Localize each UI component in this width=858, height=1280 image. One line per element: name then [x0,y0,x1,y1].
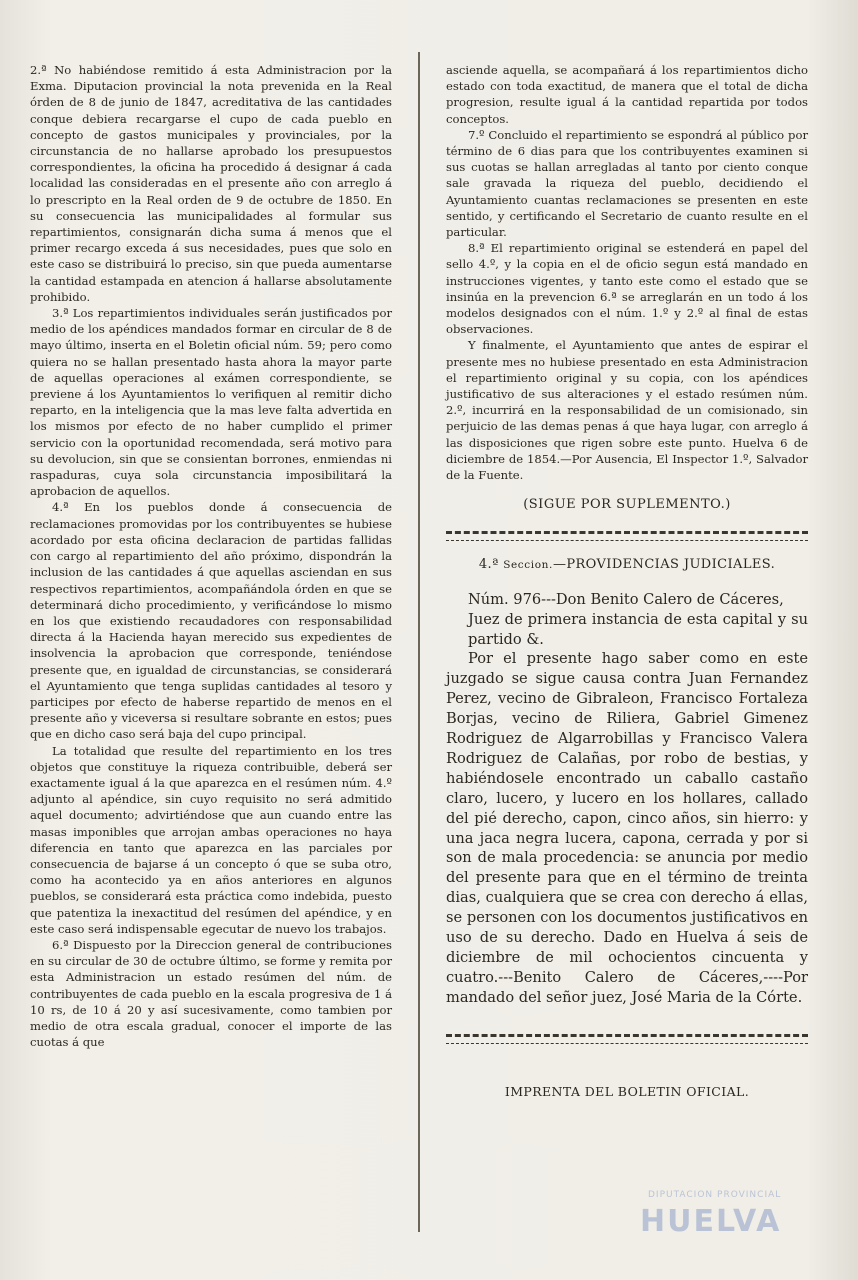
notice-heading-rest: Juez de primera instancia de esta capital y su partido &. [468,610,808,648]
notice-heading-first: Núm. 976---Don Benito Calero de Cáceres, [468,590,784,608]
paragraph-3: 3.ª Los repartimientos individuales serán justificados por medio de los apéndices mandados formar en circular de 8 de mayo último, inserta en el Boletin oficial núm. 59; pero como quiera no se hallan presentado hasta ahora la mayor parte de aquellas operaciones al exámen correspondiente, se previene á los Ayuntamientos lo verifiquen al remitir dicho reparto, en la inteligencia que la mas leve falta advertida en los mismos por efecto de no haber cumplido el primer servicio con la oportunidad recomendada, será motivo para su devolucion, sin que se consientan borrones, enmiendas ni raspaduras, cuya sola circunstancia imposibilitará la aprobacion de aquellos. [30,306,392,499]
watermark-subtitle: DIPUTACION PROVINCIAL [648,1190,782,1200]
section-label: Seccion. [503,559,553,572]
paragraph-2: 2.ª No habiéndose remitido á esta Administracion por la Exma. Diputacion provincial la nota prevenida en la Real órden de 8 de junio de 1847, acreditativa de las cantidades conque debiera recargarse el cupo de cada pueblo en concepto de gastos municipales y provinciales, por la circunstancia de no hallarse aprobado los presupuestos correspondientes, la oficina ha procedido á designar á cada localidad las consideradas en el presente año con arreglo á lo prescripto en la Real orden de 9 de octubre de 1850. En su consecuencia las municipalidades al formular sus repartimientos, consignarán dicha suma á menos que el primer recargo exceda á sus necesidades, pues que solo en este caso se distribuirá lo preciso, sin que pueda aumentarse la cantidad estampada en atencion á hallarse absolutamente prohibido. [30,63,392,304]
section-separator [446,531,808,541]
right-column [446,62,808,1100]
column-divider [418,52,420,1232]
paragraph-totalidad: La totalidad que resulte del repartimiento en los tres objetos que constituye la riqueza contribuible, deberá ser exactamente igual á la que aparezca en el resúmen núm. 4.º adjunto al apéndice, sin cuyo requisito no será admitido aquel documento; advirtiéndose que aun cuando entre las masas imponibles que arrojan ambas operaciones no haya diferencia en tanto que aparezca en las parciales por consecuencia de bajarse á un concepto ó que se suba otro, como ha acontecido ya en años anteriores en algunos pueblos, se considerará esta práctica como indebida, puesto que patentiza la inexactitud del resúmen del apéndice, y en este caso será indispensable egecutar de nuevo los trabajos. [30,743,392,936]
sigue-suplemento: (SIGUE POR SUPLEMENTO.) [523,497,731,513]
section-dash: — [552,557,567,573]
paragraph-4: 4.ª En los pueblos donde á consecuencia de reclamaciones promovidas por los contribuyentes se hubiese acordado por esta oficina declaracion de partidas fallidas con cargo al repartimiento del año próximo, dispondrán la inclusion de las cantidades á que aquellas asciendan en sus respectivos repartimientos, acompañándola órden en que se determinará dicho procedimiento, y verificándose lo mismo en los que existiendo recaudadores con responsabilidad directa á la Hacienda hayan merecido sus expedientes de insolvencia la aprobacion que corresponde, teniéndose presente que, en igualdad de circunstancias, se considerará el Ayuntamiento que tenga suplidas cantidades al tesoro y participes por efecto de haberse repartido de menos en el presente año y viceversa si resultare sobrante en estos; pues que en dicho caso será baja del cupo principal. [30,500,392,742]
left-column [30,62,392,1050]
judicial-notice [446,590,808,1008]
paragraph-7: 7.º Concluido el repartimiento se espondrá al público por término de 6 dias para que los contribuyentes examinen si sus cuotas se hallan arregladas al tanto por ciento conque sale gravada la riqueza del pueblo, decidiendo el Ayuntamiento cuantas reclamaciones se presenten en este sentido, y certificando el Secretario de cuanto resulte en el particular. [446,127,808,240]
section-heading [446,557,808,573]
paragraph-finalmente: Y finalmente, el Ayuntamiento que antes de espirar el presente mes no hubiese presentado en esta Administracion el repartimiento original y su copia, con los apéndices justificativo de sus alteraciones y el estado resúmen núm. 2.º, incurrirá en la responsabilidad de un comisionado, sin perjuicio de las demas penas á que haya lugar, con arreglo á las disposiciones que rigen sobre este punto. Huelva 6 de diciembre de 1854.—Por Ausencia, El Inspector 1.º, Salvador de la Fuente. [446,338,808,483]
imprenta-footer: IMPRENTA DEL BOLETIN OFICIAL. [504,1083,750,1099]
section-title: PROVIDENCIAS JUDICIALES. [566,557,776,573]
section-number: 4.ª [478,557,499,573]
notice-body: Por el presente hago saber como en este juzgado se sigue causa contra Juan Fernandez Perez, vecino de Gibraleon, Francisco Fortaleza Borjas, vecino de Riliera, Gabriel Gimenez Rodriguez de Algarrobillas y Francisco Valera Rodriguez de Calañas, por robo de bestias, y habiéndosele encontrado un caballo castaño claro, lucero, y lucero en los hollares, callado del pié derecho, capon, cinco años, sin hierro: y una jaca negra lucera, capona, cerrada y por si son de mala procedencia: se anuncia por medio del presente para que en el término de treinta dias, cualquiera que se crea con derecho á ellas, se personen con los documentos justificativos en uso de su derecho. Dado en Huelva á seis de diciembre de mil ochocientos cincuenta y cuatro.---Benito Calero de Cáceres,----Por mandado del señor juez, José Maria de la Córte. [446,650,808,1006]
paragraph-continued: asciende aquella, se acompañará á los repartimientos dicho estado con toda exactitud, de manera que el total de dicha progresion, resulte igual á la cantidad repartida por todos conceptos. [446,63,808,126]
footer-separator [446,1034,808,1044]
paragraph-8: 8.ª El repartimiento original se estenderá en papel del sello 4.º, y la copia en el de oficio segun está mandado en instrucciones vigentes, y tanto este como el estado que se insinúa en la prevencion 6.ª se arreglarán en un todo á los modelos designados con el núm. 1.º y 2.º al final de estas observaciones. [446,241,808,337]
paragraph-6: 6.ª Dispuesto por la Direccion general de contribuciones en su circular de 30 de octubre último, se forme y remita por esta Administracion un estado resúmen del núm. de contribuyentes de cada pueblo en la escala progresiva de 1 á 10 rs, de 10 á 20 y así sucesivamente, como tambien por medio de otra escala gradual, conocer el importe de las cuotas á que [30,937,392,1050]
watermark-huelva: HUELVA [640,1204,782,1239]
